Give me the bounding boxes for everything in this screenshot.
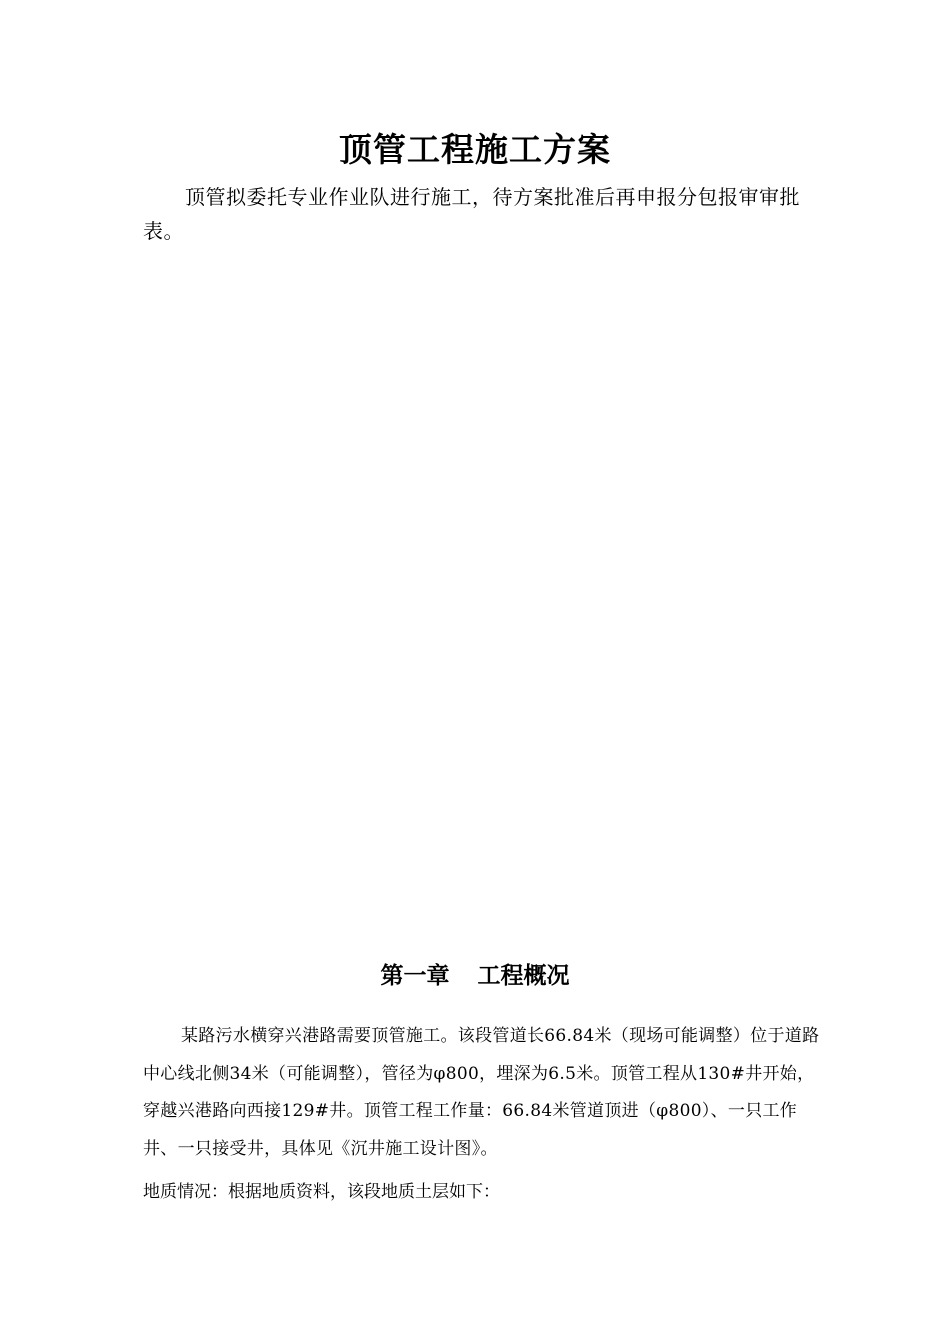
chapter-number: 第一章: [380, 963, 450, 989]
project-overview-paragraph: 某路污水横穿兴港路需要顶管施工。该段管道长66.84米（现场可能调整）位于道路中心线北侧34米（可能调整），管径为φ800，埋深为6.5米。顶管工程从130#井开始，穿越兴港路向西接129#井。顶管工程工作量：66.84米管道顶进（φ800）、一只工作井、一只接受井，具体见《沉井施工设计图》。: [143, 1026, 820, 1159]
document-title: 顶管工程施工方案: [339, 130, 611, 169]
chapter-title: 工程概况: [477, 963, 570, 989]
chapter-heading: [0, 956, 950, 996]
geology-line: 地质情况：根据地质资料，该段地质土层如下：: [143, 1182, 500, 1202]
intro-paragraph: 顶管拟委托专业作业队进行施工，待方案批准后再申报分包报审审批表。: [143, 185, 800, 243]
